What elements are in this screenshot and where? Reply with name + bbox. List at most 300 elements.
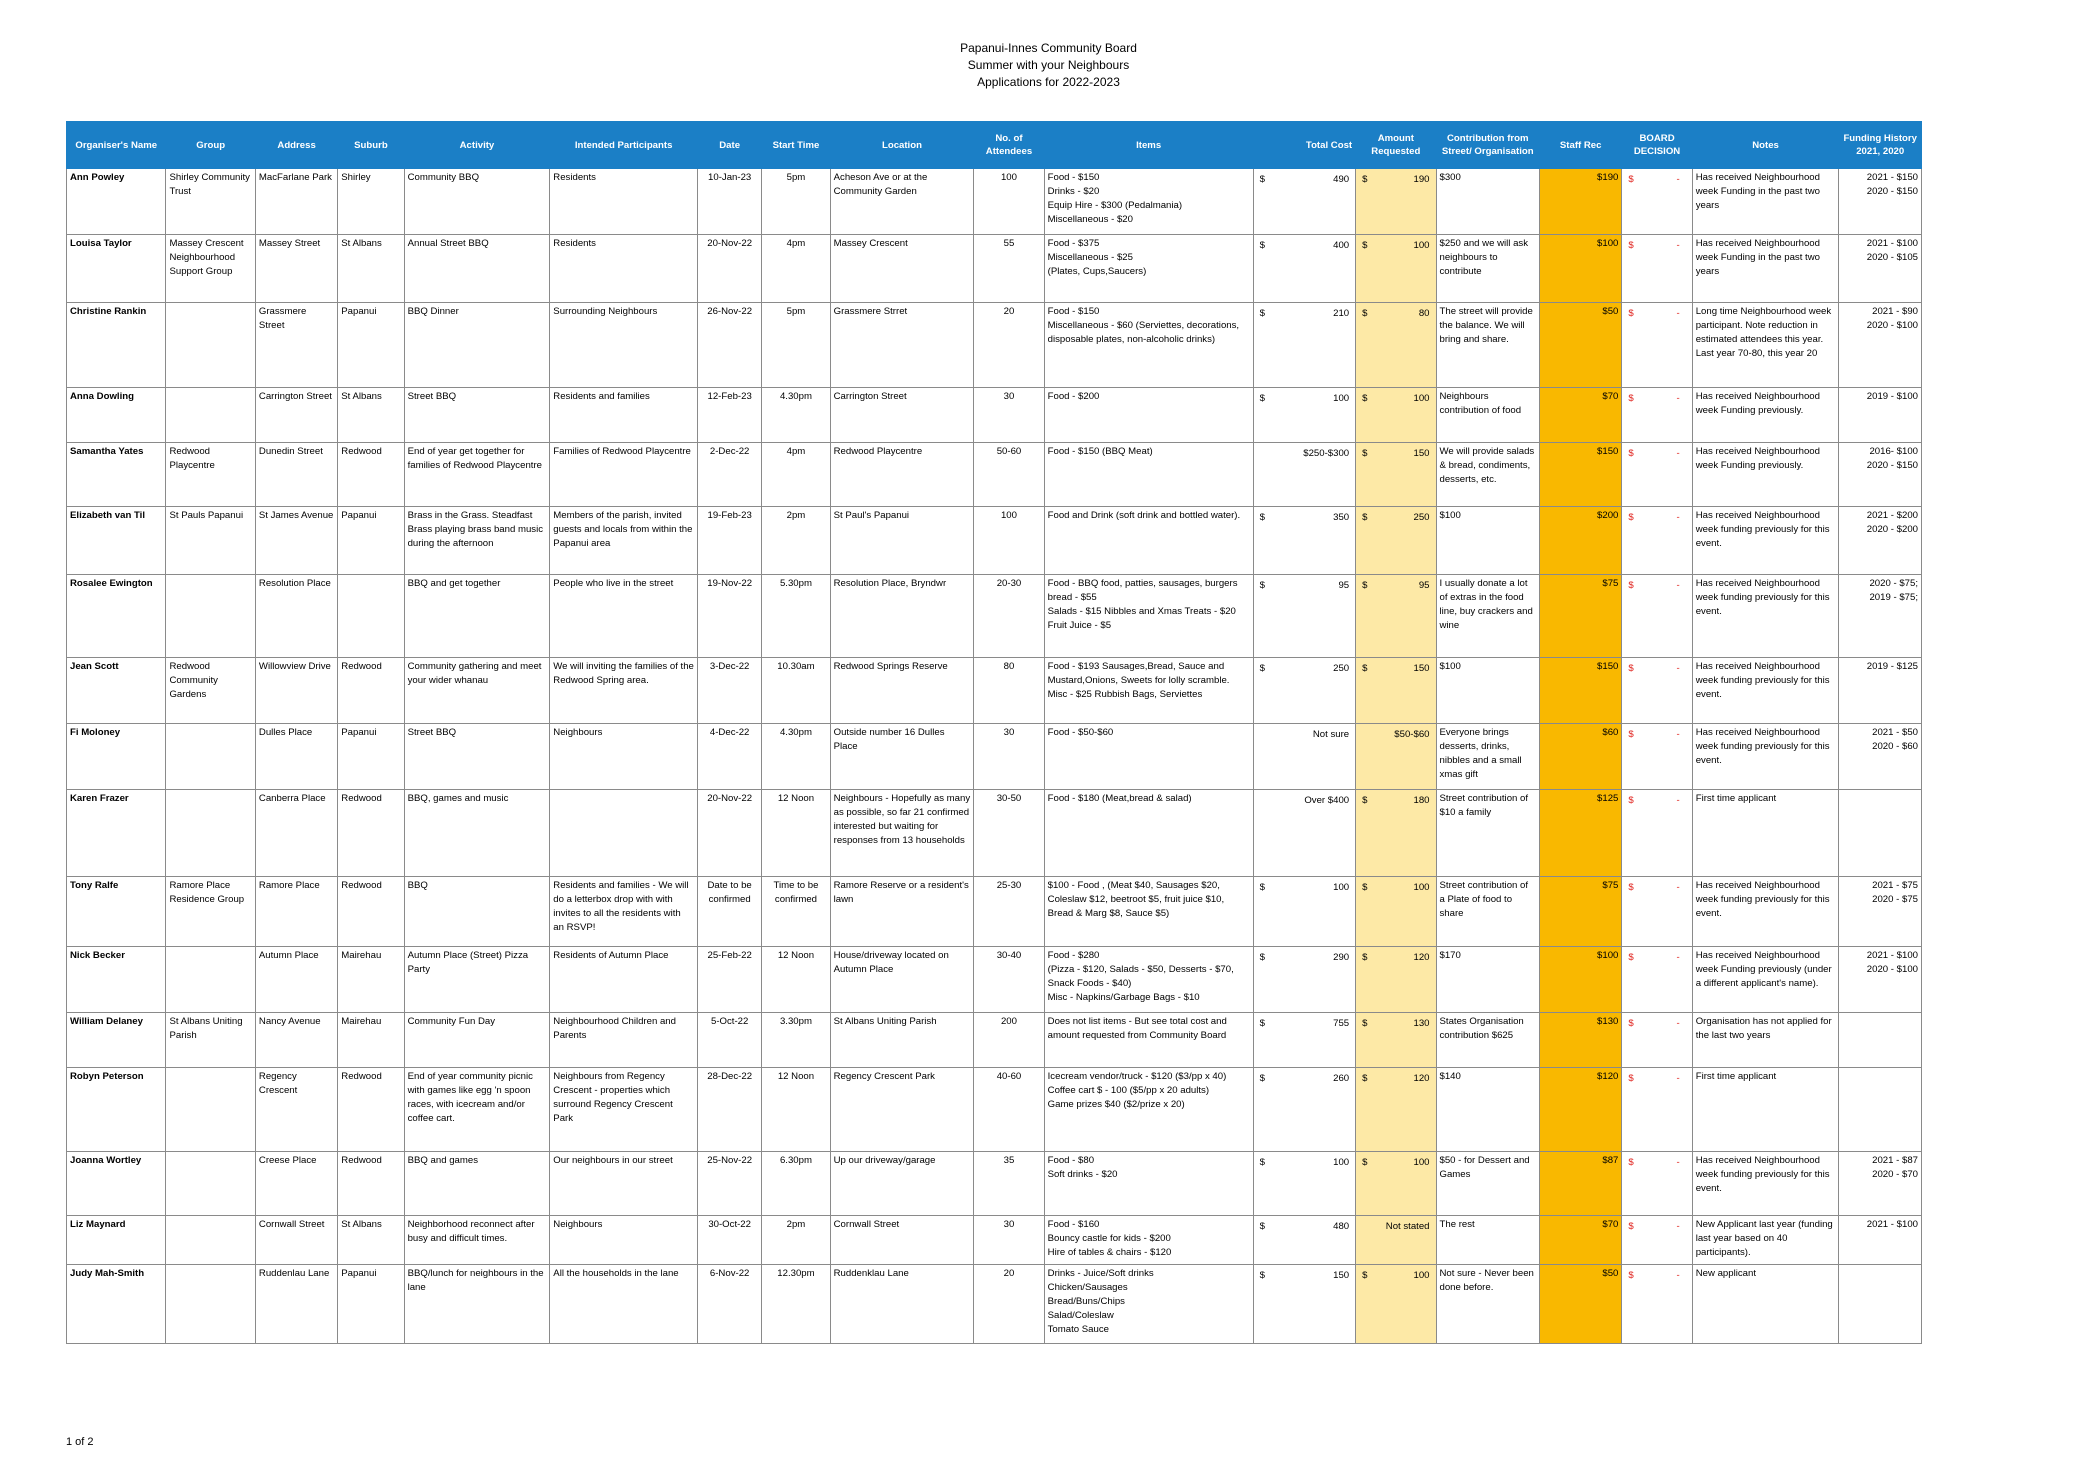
contribution-cell: Not sure - Never been done before. <box>1436 1265 1540 1344</box>
address-cell: Ruddenlau Lane <box>255 1265 337 1344</box>
items-cell-line: Food - $150 <box>1047 172 1100 183</box>
participants-cell: Surrounding Neighbours <box>550 303 698 388</box>
board-decision-cell <box>1622 443 1692 507</box>
amount-requested-cell <box>1356 658 1436 724</box>
total-cost-cell-currency: $ <box>1259 174 1265 185</box>
date-cell: 3-Dec-22 <box>698 658 762 724</box>
contribution-cell: $50 - for Dessert and Games <box>1436 1152 1540 1216</box>
staff-rec-cell: $130 <box>1540 1013 1622 1068</box>
amount-requested-cell-value: 180 <box>1413 795 1430 806</box>
items-cell-line: Salad/Coleslaw <box>1047 1310 1114 1321</box>
notes-cell: Has received Neighbourhood week funding previously for this event. <box>1692 507 1839 575</box>
location-cell: Up our driveway/garage <box>830 1152 974 1216</box>
contribution-cell: $100 <box>1436 507 1540 575</box>
board-decision-cell <box>1622 507 1692 575</box>
amount-requested-cell <box>1356 947 1436 1013</box>
amount-requested-cell-currency: $ <box>1362 512 1368 523</box>
items-cell-line: Food - $180 (Meat,bread & salad) <box>1047 793 1192 804</box>
organiser-name: Fi Moloney <box>67 724 166 790</box>
location-cell: Massey Crescent <box>830 235 974 303</box>
col-suburb: Suburb <box>338 122 404 169</box>
board-decision-cell <box>1622 947 1692 1013</box>
funding-history-cell <box>1839 388 1922 443</box>
funding-history-cell <box>1839 947 1922 1013</box>
board-decision-currency: $ <box>1628 580 1634 591</box>
items-cell-line: Food - $193 Sausages,Bread, Sauce and Mustard,Onions, Sweets for lolly scramble. <box>1047 661 1230 686</box>
activity-cell: BBQ, games and music <box>404 790 550 877</box>
funding-history-cell-line: 2016- $100 <box>1869 446 1918 457</box>
items-cell <box>1044 235 1253 303</box>
participants-cell: Members of the parish, invited guests and locals from within the Papanui area <box>550 507 698 575</box>
table-row <box>67 443 1922 507</box>
total-cost-cell-value: 755 <box>1333 1018 1350 1029</box>
amount-requested-cell-currency: $ <box>1362 240 1368 251</box>
suburb-cell: Redwood <box>338 790 404 877</box>
total-cost-cell <box>1253 575 1355 658</box>
funding-history-cell-line: 2021 - $87 <box>1872 1155 1918 1166</box>
location-cell: St Paul's Papanui <box>830 507 974 575</box>
board-decision-currency: $ <box>1628 1221 1634 1232</box>
board-decision-value: - <box>1676 448 1680 459</box>
amount-requested-cell <box>1356 303 1436 388</box>
staff-rec-cell: $60 <box>1540 724 1622 790</box>
board-decision-value: - <box>1676 1157 1680 1168</box>
total-cost-cell-currency: $ <box>1259 512 1265 523</box>
location-cell: Redwood Playcentre <box>830 443 974 507</box>
location-cell: Outside number 16 Dulles Place <box>830 724 974 790</box>
board-decision-currency: $ <box>1628 174 1634 185</box>
staff-rec-cell: $125 <box>1540 790 1622 877</box>
suburb-cell: Mairehau <box>338 947 404 1013</box>
address-cell: Carrington Street <box>255 388 337 443</box>
group-cell <box>166 947 255 1013</box>
board-decision-currency: $ <box>1628 512 1634 523</box>
funding-history-cell <box>1839 443 1922 507</box>
funding-history-cell-line: 2020 - $60 <box>1872 741 1918 752</box>
board-decision-value: - <box>1676 795 1680 806</box>
items-cell-line: Chicken/Sausages <box>1047 1282 1128 1293</box>
board-decision-currency: $ <box>1628 448 1634 459</box>
date-cell: 6-Nov-22 <box>698 1265 762 1344</box>
activity-cell: Street BBQ <box>404 724 550 790</box>
total-cost-cell-currency: $ <box>1259 308 1265 319</box>
address-cell: Dulles Place <box>255 724 337 790</box>
table-row <box>67 947 1922 1013</box>
board-decision-currency: $ <box>1628 393 1634 404</box>
suburb-cell: Papanui <box>338 1265 404 1344</box>
amount-requested-cell-currency: $ <box>1362 795 1368 806</box>
items-cell-line: Miscellaneous - $60 (Serviettes, decorations, disposable plates, non-alcoholic drinks) <box>1047 320 1240 345</box>
suburb-cell: Mairehau <box>338 1013 404 1068</box>
attendees-cell: 50-60 <box>974 443 1044 507</box>
table-body <box>67 169 1922 1344</box>
amount-requested-cell-currency: $ <box>1362 448 1368 459</box>
items-cell <box>1044 388 1253 443</box>
title-line-3: Applications for 2022-2023 <box>977 75 1120 89</box>
contribution-cell: $300 <box>1436 169 1540 235</box>
contribution-cell: $170 <box>1436 947 1540 1013</box>
notes-cell: Has received Neighbourhood week Funding previously. <box>1692 443 1839 507</box>
board-decision-cell <box>1622 388 1692 443</box>
contribution-cell: Everyone brings desserts, drinks, nibbles and a small xmas gift <box>1436 724 1540 790</box>
funding-history-cell <box>1839 303 1922 388</box>
suburb-cell: Papanui <box>338 724 404 790</box>
organiser-name: Nick Becker <box>67 947 166 1013</box>
group-cell <box>166 388 255 443</box>
contribution-cell: Street contribution of a Plate of food to share <box>1436 877 1540 947</box>
amount-requested-cell-value: 250 <box>1413 512 1430 523</box>
date-cell: 20-Nov-22 <box>698 235 762 303</box>
address-cell: Regency Crescent <box>255 1068 337 1152</box>
amount-requested-cell-value: 150 <box>1413 448 1430 459</box>
board-decision-value: - <box>1676 1073 1680 1084</box>
attendees-cell: 100 <box>974 507 1044 575</box>
amount-requested-cell-currency: $ <box>1362 580 1368 591</box>
total-cost-cell-currency: $ <box>1259 952 1265 963</box>
activity-cell: End of year get together for families of Redwood Playcentre <box>404 443 550 507</box>
table-row <box>67 1265 1922 1344</box>
location-cell: Regency Crescent Park <box>830 1068 974 1152</box>
col-group: Group <box>166 122 255 169</box>
contribution-cell: $140 <box>1436 1068 1540 1152</box>
funding-history-cell-line: 2020 - $200 <box>1866 524 1918 535</box>
location-cell: St Albans Uniting Parish <box>830 1013 974 1068</box>
col-notes: Notes <box>1692 122 1839 169</box>
suburb-cell: St Albans <box>338 235 404 303</box>
participants-cell: Residents and families <box>550 388 698 443</box>
table-row <box>67 1216 1922 1265</box>
items-cell <box>1044 1265 1253 1344</box>
address-cell: Ramore Place <box>255 877 337 947</box>
total-cost-cell <box>1253 724 1355 790</box>
items-cell-line: Coffee cart $ - 100 ($5/pp x 20 adults) <box>1047 1085 1210 1096</box>
board-decision-value: - <box>1676 1018 1680 1029</box>
date-cell: 28-Dec-22 <box>698 1068 762 1152</box>
total-cost-cell-value: $250-$300 <box>1303 448 1350 459</box>
total-cost-cell-currency: $ <box>1259 393 1265 404</box>
items-cell <box>1044 1152 1253 1216</box>
amount-requested-cell-currency: $ <box>1362 882 1368 893</box>
table-row <box>67 790 1922 877</box>
amount-requested-cell <box>1356 388 1436 443</box>
location-cell: Redwood Springs Reserve <box>830 658 974 724</box>
attendees-cell: 30-50 <box>974 790 1044 877</box>
date-cell: 2-Dec-22 <box>698 443 762 507</box>
contribution-cell: The rest <box>1436 1216 1540 1265</box>
address-cell: Cornwall Street <box>255 1216 337 1265</box>
total-cost-cell <box>1253 388 1355 443</box>
notes-cell: Organisation has not applied for the last two years <box>1692 1013 1839 1068</box>
notes-cell: New applicant <box>1692 1265 1839 1344</box>
col-contribution: Contribution from Street/ Organisation <box>1436 122 1540 169</box>
table-row <box>67 1152 1922 1216</box>
col-total-cost: Total Cost <box>1253 122 1355 169</box>
board-decision-value: - <box>1676 240 1680 251</box>
col-organiser: Organiser's Name <box>67 122 166 169</box>
attendees-cell: 25-30 <box>974 877 1044 947</box>
amount-requested-cell-currency: $ <box>1362 393 1368 404</box>
board-decision-value: - <box>1676 882 1680 893</box>
board-decision-cell <box>1622 877 1692 947</box>
address-cell: Autumn Place <box>255 947 337 1013</box>
participants-cell: Neighbours <box>550 1216 698 1265</box>
group-cell <box>166 1265 255 1344</box>
staff-rec-cell: $100 <box>1540 947 1622 1013</box>
total-cost-cell <box>1253 507 1355 575</box>
amount-requested-cell-currency: $ <box>1362 1073 1368 1084</box>
staff-rec-cell: $150 <box>1540 658 1622 724</box>
group-cell <box>166 575 255 658</box>
funding-history-cell-line: 2020 - $75 <box>1872 894 1918 905</box>
total-cost-cell-value: 260 <box>1333 1073 1350 1084</box>
total-cost-cell-currency: $ <box>1259 1157 1265 1168</box>
funding-history-cell <box>1839 1013 1922 1068</box>
participants-cell: Residents of Autumn Place <box>550 947 698 1013</box>
total-cost-cell <box>1253 877 1355 947</box>
activity-cell: BBQ and games <box>404 1152 550 1216</box>
items-cell <box>1044 169 1253 235</box>
table-row <box>67 1068 1922 1152</box>
funding-history-cell-line: 2019 - $100 <box>1866 391 1918 402</box>
table-row <box>67 235 1922 303</box>
funding-history-cell-line: 2019 - $75; <box>1869 592 1918 603</box>
suburb-cell: Redwood <box>338 443 404 507</box>
contribution-cell: $250 and we will ask neighbours to contribute <box>1436 235 1540 303</box>
address-cell: Resolution Place <box>255 575 337 658</box>
staff-rec-cell: $200 <box>1540 507 1622 575</box>
participants-cell <box>550 790 698 877</box>
activity-cell: Community gathering and meet your wider whanau <box>404 658 550 724</box>
funding-history-cell-line: 2021 - $150 <box>1866 172 1918 183</box>
items-cell-line: Food - $160 <box>1047 1219 1100 1230</box>
board-decision-currency: $ <box>1628 240 1634 251</box>
staff-rec-cell: $70 <box>1540 388 1622 443</box>
organiser-name: Karen Frazer <box>67 790 166 877</box>
address-cell: Massey Street <box>255 235 337 303</box>
start-time-cell: 2pm <box>762 1216 830 1265</box>
board-decision-cell <box>1622 1216 1692 1265</box>
items-cell-line: Drinks - Juice/Soft drinks <box>1047 1268 1154 1279</box>
items-cell-line: Salads - $15 Nibbles and Xmas Treats - $20 <box>1047 606 1236 617</box>
col-address: Address <box>255 122 337 169</box>
start-time-cell: 2pm <box>762 507 830 575</box>
amount-requested-cell-value: 190 <box>1413 174 1430 185</box>
total-cost-cell-currency: $ <box>1259 1270 1265 1281</box>
suburb-cell: Shirley <box>338 169 404 235</box>
amount-requested-cell-value: 100 <box>1413 882 1430 893</box>
location-cell: Ramore Reserve or a resident's lawn <box>830 877 974 947</box>
address-cell: St James Avenue <box>255 507 337 575</box>
organiser-name: Anna Dowling <box>67 388 166 443</box>
col-amount-requested: Amount Requested <box>1356 122 1436 169</box>
amount-requested-cell-value: 95 <box>1418 580 1430 591</box>
attendees-cell: 30 <box>974 724 1044 790</box>
table-row <box>67 575 1922 658</box>
items-cell-line: Fruit Juice - $5 <box>1047 620 1112 631</box>
amount-requested-cell-value: 120 <box>1413 952 1430 963</box>
start-time-cell: 12 Noon <box>762 947 830 1013</box>
total-cost-cell-value: 480 <box>1333 1221 1350 1232</box>
items-cell-line: Food - BBQ food, patties, sausages, burgers bread - $55 <box>1047 578 1238 603</box>
amount-requested-cell-value: 150 <box>1413 663 1430 674</box>
activity-cell: BBQ/lunch for neighbours in the lane <box>404 1265 550 1344</box>
amount-requested-cell <box>1356 235 1436 303</box>
organiser-name: Rosalee Ewington <box>67 575 166 658</box>
organiser-name: Jean Scott <box>67 658 166 724</box>
organiser-name: Elizabeth van Til <box>67 507 166 575</box>
total-cost-cell-value: 290 <box>1333 952 1350 963</box>
start-time-cell: 5pm <box>762 303 830 388</box>
items-cell-line: Misc - Napkins/Garbage Bags - $10 <box>1047 992 1200 1003</box>
start-time-cell: 10.30am <box>762 658 830 724</box>
location-cell: Cornwall Street <box>830 1216 974 1265</box>
activity-cell: Neighborhood reconnect after busy and difficult times. <box>404 1216 550 1265</box>
funding-history-cell <box>1839 507 1922 575</box>
funding-history-cell-line: 2020 - $70 <box>1872 1169 1918 1180</box>
suburb-cell: Redwood <box>338 1068 404 1152</box>
items-cell-line: Equip Hire - $300 (Pedalmania) <box>1047 200 1183 211</box>
items-cell-line: Food - $150 <box>1047 306 1100 317</box>
staff-rec-cell: $50 <box>1540 303 1622 388</box>
location-cell: Ruddenklau Lane <box>830 1265 974 1344</box>
total-cost-cell-value: 100 <box>1333 393 1350 404</box>
date-cell: 20-Nov-22 <box>698 790 762 877</box>
group-cell <box>166 724 255 790</box>
organiser-name: William Delaney <box>67 1013 166 1068</box>
staff-rec-cell: $75 <box>1540 877 1622 947</box>
start-time-cell: 4.30pm <box>762 724 830 790</box>
contribution-cell: We will provide salads & bread, condiments, desserts, etc. <box>1436 443 1540 507</box>
board-decision-value: - <box>1676 1221 1680 1232</box>
start-time-cell: Time to be confirmed <box>762 877 830 947</box>
participants-cell: Residents <box>550 235 698 303</box>
items-cell-line: $100 - Food , (Meat $40, Sausages $20, Coleslaw $12, beetroot $5, fruit juice $10, Bread & Marg $8, Sauce $5) <box>1047 880 1225 919</box>
funding-history-cell-line: 2021 - $100 <box>1866 950 1918 961</box>
funding-history-cell-line: 2019 - $125 <box>1866 661 1918 672</box>
board-decision-value: - <box>1676 512 1680 523</box>
notes-cell: Long time Neighbourhood week participant. Note reduction in estimated attendees this year. Last year 70-80, this year 20 <box>1692 303 1839 388</box>
contribution-cell: States Organisation contribution $625 <box>1436 1013 1540 1068</box>
start-time-cell: 4pm <box>762 235 830 303</box>
table-row <box>67 507 1922 575</box>
attendees-cell: 200 <box>974 1013 1044 1068</box>
amount-requested-cell-value: 100 <box>1413 1270 1430 1281</box>
amount-requested-cell-currency: $ <box>1362 1157 1368 1168</box>
group-cell <box>166 1216 255 1265</box>
funding-history-cell-line: 2020 - $75; <box>1869 578 1918 589</box>
group-cell: Massey Crescent Neighbourhood Support Group <box>166 235 255 303</box>
items-cell <box>1044 443 1253 507</box>
total-cost-cell-currency: $ <box>1259 882 1265 893</box>
funding-history-cell-line: 2020 - $150 <box>1866 460 1918 471</box>
amount-requested-cell <box>1356 1216 1436 1265</box>
location-cell: Resolution Place, Bryndwr <box>830 575 974 658</box>
suburb-cell: St Albans <box>338 1216 404 1265</box>
board-decision-currency: $ <box>1628 952 1634 963</box>
amount-requested-cell-value: Not stated <box>1385 1221 1430 1232</box>
total-cost-cell <box>1253 1013 1355 1068</box>
board-decision-value: - <box>1676 1270 1680 1281</box>
items-cell <box>1044 790 1253 877</box>
board-decision-value: - <box>1676 308 1680 319</box>
suburb-cell: Papanui <box>338 507 404 575</box>
items-cell <box>1044 1068 1253 1152</box>
amount-requested-cell <box>1356 877 1436 947</box>
total-cost-cell-value: 250 <box>1333 663 1350 674</box>
suburb-cell: Papanui <box>338 303 404 388</box>
board-decision-cell <box>1622 169 1692 235</box>
items-cell-line: Does not list items - But see total cost and amount requested from Community Board <box>1047 1016 1227 1041</box>
notes-cell: Has received Neighbourhood week funding previously for this event. <box>1692 877 1839 947</box>
items-cell <box>1044 724 1253 790</box>
col-items: Items <box>1044 122 1253 169</box>
amount-requested-cell-currency: $ <box>1362 1270 1368 1281</box>
funding-history-cell <box>1839 658 1922 724</box>
start-time-cell: 6.30pm <box>762 1152 830 1216</box>
attendees-cell: 35 <box>974 1152 1044 1216</box>
items-cell <box>1044 575 1253 658</box>
total-cost-cell-value: Not sure <box>1312 729 1350 740</box>
notes-cell: First time applicant <box>1692 1068 1839 1152</box>
total-cost-cell-value: 350 <box>1333 512 1350 523</box>
board-decision-value: - <box>1676 729 1680 740</box>
participants-cell: Families of Redwood Playcentre <box>550 443 698 507</box>
notes-cell: Has received Neighbourhood week funding previously for this event. <box>1692 658 1839 724</box>
funding-history-cell-line: 2021 - $90 <box>1872 306 1918 317</box>
total-cost-cell-value: 400 <box>1333 240 1350 251</box>
total-cost-cell-currency: $ <box>1259 663 1265 674</box>
total-cost-cell-value: Over $400 <box>1304 795 1350 806</box>
total-cost-cell-currency: $ <box>1259 1073 1265 1084</box>
amount-requested-cell-value: 130 <box>1413 1018 1430 1029</box>
group-cell <box>166 1152 255 1216</box>
group-cell: St Albans Uniting Parish <box>166 1013 255 1068</box>
amount-requested-cell <box>1356 1013 1436 1068</box>
total-cost-cell-value: 95 <box>1338 580 1350 591</box>
start-time-cell: 4.30pm <box>762 388 830 443</box>
amount-requested-cell <box>1356 507 1436 575</box>
date-cell: 30-Oct-22 <box>698 1216 762 1265</box>
date-cell: 26-Nov-22 <box>698 303 762 388</box>
items-cell-line: Tomato Sauce <box>1047 1324 1109 1335</box>
amount-requested-cell <box>1356 1265 1436 1344</box>
board-decision-value: - <box>1676 393 1680 404</box>
table-row <box>67 303 1922 388</box>
notes-cell: First time applicant <box>1692 790 1839 877</box>
staff-rec-cell: $50 <box>1540 1265 1622 1344</box>
contribution-cell: $100 <box>1436 658 1540 724</box>
items-cell-line: Food - $200 <box>1047 391 1100 402</box>
staff-rec-cell: $150 <box>1540 443 1622 507</box>
col-activity: Activity <box>404 122 550 169</box>
total-cost-cell <box>1253 1068 1355 1152</box>
items-cell <box>1044 507 1253 575</box>
total-cost-cell-value: 150 <box>1333 1270 1350 1281</box>
board-decision-cell <box>1622 1152 1692 1216</box>
start-time-cell: 12 Noon <box>762 1068 830 1152</box>
amount-requested-cell-currency: $ <box>1362 308 1368 319</box>
funding-history-cell <box>1839 1068 1922 1152</box>
staff-rec-cell: $190 <box>1540 169 1622 235</box>
funding-history-cell-line: 2020 - $150 <box>1866 186 1918 197</box>
total-cost-cell-value: 100 <box>1333 1157 1350 1168</box>
attendees-cell: 30 <box>974 1216 1044 1265</box>
total-cost-cell-value: 100 <box>1333 882 1350 893</box>
amount-requested-cell <box>1356 724 1436 790</box>
col-attendees: No. of Attendees <box>974 122 1044 169</box>
address-cell: Nancy Avenue <box>255 1013 337 1068</box>
col-board-decision: BOARD DECISION <box>1622 122 1692 169</box>
